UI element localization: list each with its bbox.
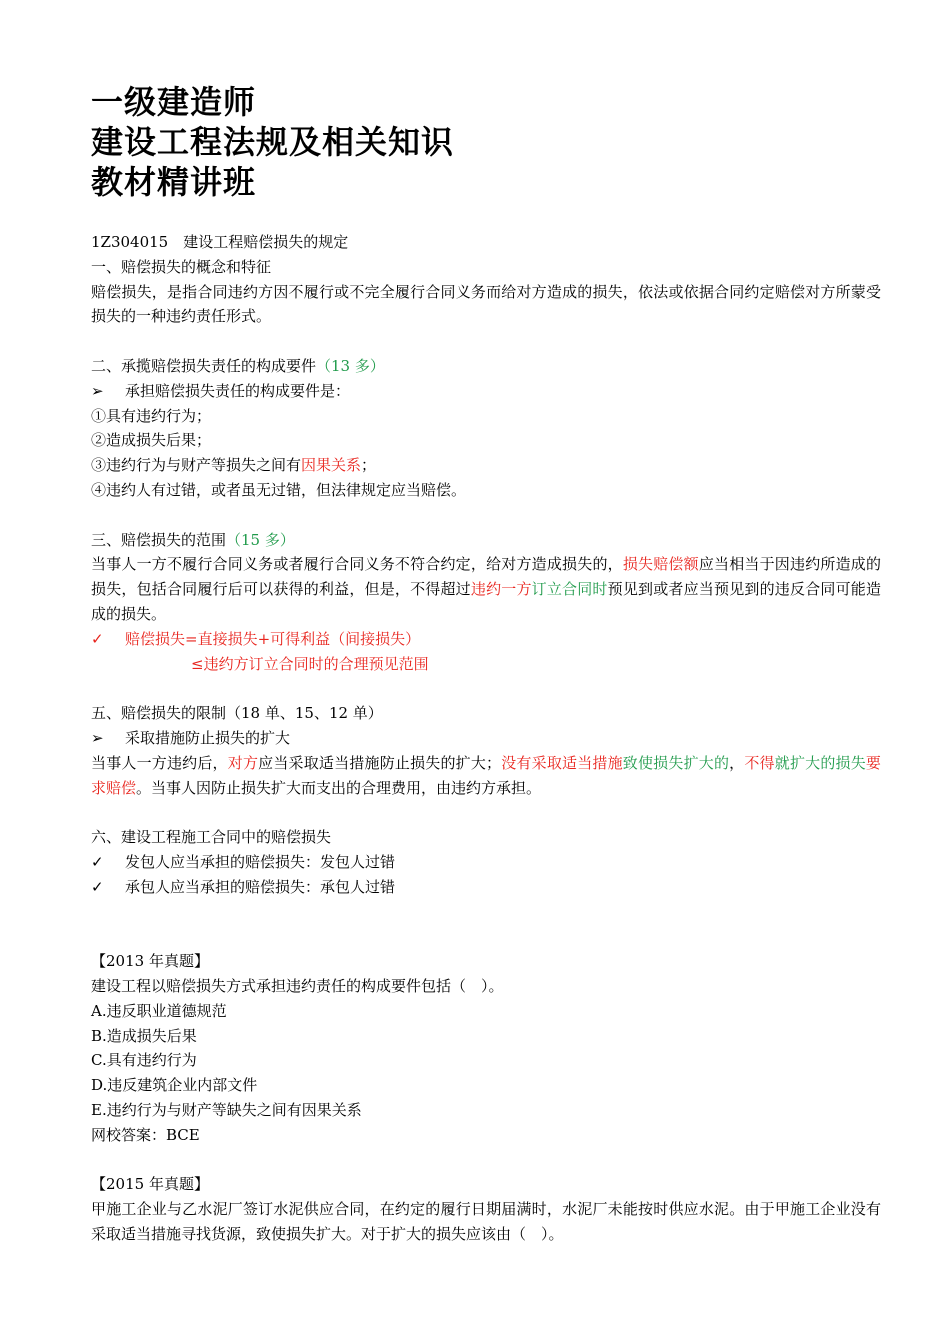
section-code: 1Z304015 建设工程赔偿损失的规定 — [91, 233, 349, 251]
s1-heading: 一、赔偿损失的概念和特征 — [91, 257, 272, 276]
s6-item-2: ✓ 承包人应当承担的赔偿损失：承包人过错 — [91, 875, 881, 900]
title-line-1: 一级建造师 — [91, 83, 257, 121]
s3-limit: ≤违约方订立合同时的合理预见范围 — [191, 654, 429, 673]
s2-heading: 二、承揽赔偿损失责任的构成要件（13 多） — [91, 356, 385, 375]
s2-heading-note: （13 多） — [316, 356, 385, 375]
document-page — [91, 82, 881, 1247]
s2-item-3-highlight: 因果关系 — [301, 456, 362, 475]
q2013-option-b: B.造成损失后果 — [91, 1026, 197, 1045]
q2015-tag: 【2015 年真题】 — [91, 1175, 209, 1194]
q2015-question: 甲施工企业与乙水泥厂签订水泥供应合同，在约定的履行日期届满时，水泥厂未能按时供应水泥。由于甲施工企业没有采取适当措施寻找货源，致使损失扩大。对于扩大的损失应该由（ ）。 — [91, 1200, 881, 1243]
s5-bullet: ➢ 采取措施防止损失的扩大 — [91, 726, 881, 751]
q2013-option-d: D.违反建筑企业内部文件 — [91, 1076, 258, 1095]
title-line-2: 建设工程法规及相关知识 — [91, 123, 455, 161]
s2-item-2: ②造成损失后果； — [91, 431, 212, 450]
s2-item-1: ①具有违约行为； — [91, 406, 212, 425]
s3-heading: 三、赔偿损失的范围（15 多） — [91, 530, 295, 549]
check-icon: ✓ — [91, 629, 104, 648]
s6-item-1: ✓ 发包人应当承担的赔偿损失：发包人过错 — [91, 850, 881, 875]
s2-item-3: ③违约行为与财产等损失之间有因果关系； — [91, 456, 377, 475]
s3-heading-note: （15 多） — [226, 530, 295, 549]
q2013-answer: 网校答案：BCE — [91, 1125, 200, 1144]
title-line-3: 教材精讲班 — [91, 163, 257, 201]
q2013-option-e: E.违约行为与财产等缺失之间有因果关系 — [91, 1100, 362, 1119]
s6-heading: 六、建设工程施工合同中的赔偿损失 — [91, 828, 332, 847]
q2013-option-a: A.违反职业道德规范 — [91, 1001, 227, 1020]
s1-paragraph: 赔偿损失，是指合同违约方因不履行或不完全履行合同义务而给对方造成的损失，依法或依据合同约定赔偿对方所蒙受损失的一种违约责任形式。 — [91, 282, 881, 326]
q2013-question: 建设工程以赔偿损失方式承担违约责任的构成要件包括（ ）。 — [91, 976, 504, 995]
arrow-icon: ➢ — [91, 728, 104, 747]
check-icon: ✓ — [91, 877, 104, 896]
arrow-icon: ➢ — [91, 381, 104, 400]
q2013-option-c: C.具有违约行为 — [91, 1051, 197, 1070]
s3-formula: ✓ 赔偿损失=直接损失+可得利益（间接损失） — [91, 627, 881, 652]
check-icon: ✓ — [91, 852, 104, 871]
s2-bullet: ➢ 承担赔偿损失责任的构成要件是： — [91, 379, 881, 404]
s3-paragraph: 当事人一方不履行合同义务或者履行合同义务不符合约定，给对方造成损失的，损失赔偿额应当相当于因违约所造成的损失，包括合同履行后可以获得的利益，但是，不得超过违约一方订立合同时预见到或者应当预见到的违反合同可能造成的损失。 — [91, 555, 881, 623]
q2013-tag: 【2013 年真题】 — [91, 952, 209, 971]
s2-item-4: ④违约人有过错，或者虽无过错，但法律规定应当赔偿。 — [91, 480, 467, 499]
s5-heading: 五、赔偿损失的限制（18 单、15、12 单） — [91, 704, 383, 723]
s5-paragraph: 当事人一方违约后，对方应当采取适当措施防止损失的扩大；没有采取适当措施致使损失扩大的，不得就扩大的损失要求赔偿。当事人因防止损失扩大而支出的合理费用，由违约方承担。 — [91, 753, 881, 797]
title-block — [91, 82, 881, 202]
